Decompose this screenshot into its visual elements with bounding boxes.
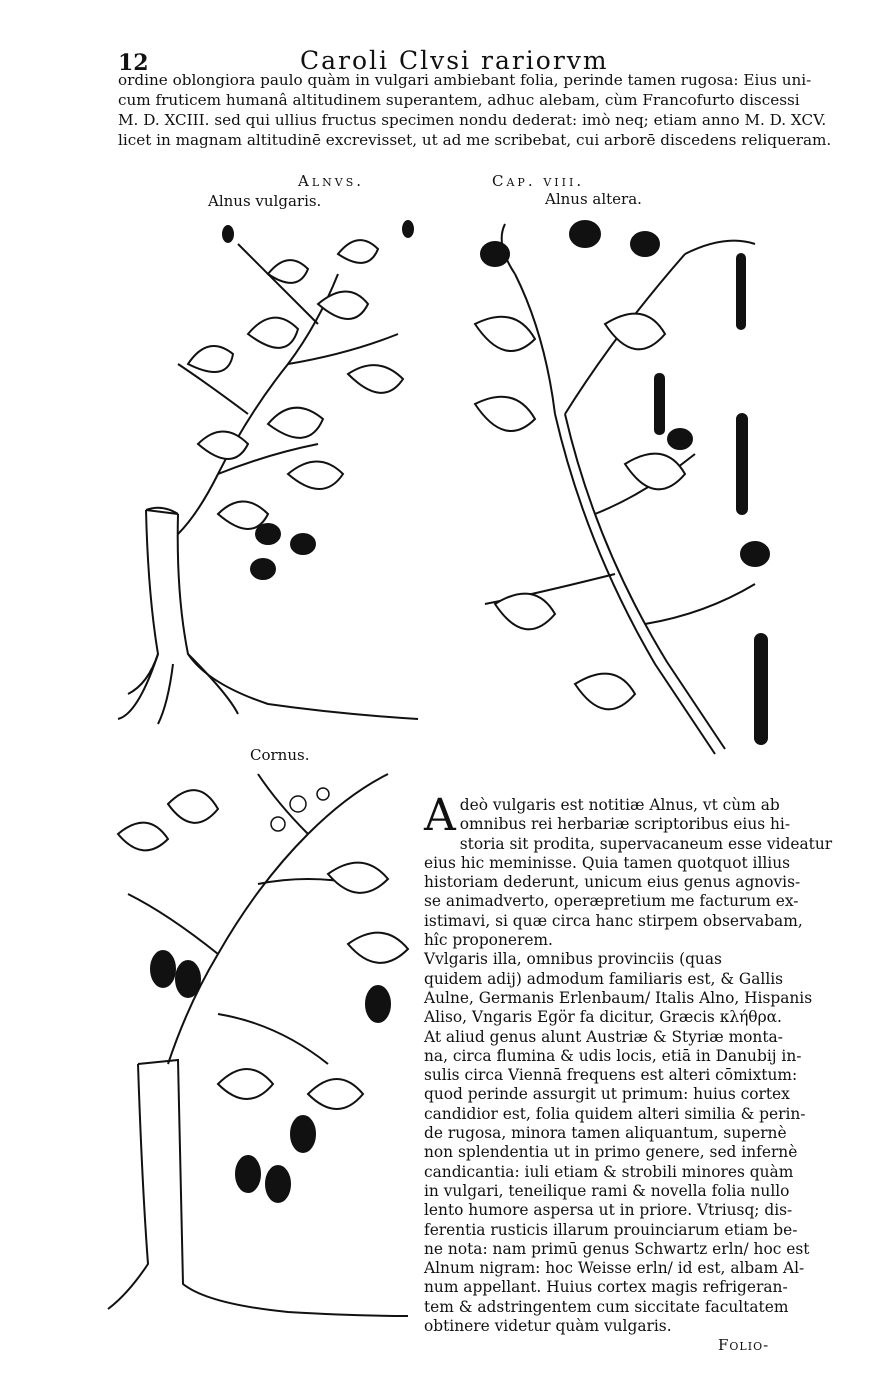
drop-cap: A: [424, 790, 456, 841]
text-line: non splendentia ut in primo genere, sed infernè: [424, 1143, 798, 1162]
text-line: in vulgari, teneilique rami & novella folia nullo: [424, 1181, 790, 1200]
intro-line: ordine oblongiora paulo quàm in vulgari ambiebant folia, perinde tamen rugosa: Eius uni-: [118, 71, 812, 89]
caption-alnus-vulgaris: Alnus vulgaris.: [208, 192, 322, 210]
text-line: num appellant. Huius cortex magis refrigeran-: [424, 1278, 788, 1297]
text-line: quod perinde assurgit ut primum: huius cortex: [424, 1085, 790, 1104]
catchword: Folio-: [718, 1336, 770, 1354]
text-line: omnibus rei herbariæ scriptoribus eius hi-: [459, 815, 791, 834]
caption-cornus: Cornus.: [250, 746, 310, 764]
chapter-name: Alnvs.: [298, 172, 365, 190]
cornus-illustration: [108, 764, 423, 1324]
text-line: obtinere videtur quàm vulgaris.: [424, 1317, 672, 1336]
text-line: sulis circa Viennā frequens est alteri cōmixtum:: [424, 1066, 798, 1085]
text-line: de rugosa, minora tamen aliquantum, supernè: [424, 1124, 787, 1143]
text-line: ne nota: nam primū genus Schwartz erln/ hoc est: [424, 1239, 810, 1258]
text-line: na, circa flumina & udis locis, etiā in Danubij in-: [424, 1046, 802, 1065]
text-line: eius hic meminisse. Quia tamen quotquot illius: [424, 853, 791, 872]
text-line: At aliud genus alunt Austriæ & Styriæ monta-: [424, 1027, 783, 1046]
text-line: candidior est, folia quidem alteri similia & perin-: [424, 1104, 806, 1123]
text-line: Vvlgaris illa, omnibus provinciis (quas: [424, 950, 722, 969]
alnus-description: [424, 790, 833, 1336]
text-line: istimavi, si quæ circa hanc stirpem observabam,: [424, 911, 803, 930]
intro-line: cum fruticem humanâ altitudinem superantem, adhuc alebam, cùm Francofurto discessi: [118, 91, 800, 109]
text-line: quidem adij) admodum familiaris est, & Gallis: [424, 969, 784, 988]
text-line: historiam dederunt, unicum eius genus agnovis-: [424, 873, 801, 892]
caption-alnus-altera: Alnus altera.: [545, 190, 642, 208]
text-line: tem & adstringentem cum siccitate facultatem: [424, 1297, 789, 1316]
page-number: 12: [118, 50, 149, 76]
text-line: storia sit prodita, supervacaneum esse videatur: [459, 834, 833, 853]
alnus-vulgaris-illustration: [118, 214, 448, 734]
chapter-number: Cap. viii.: [492, 172, 585, 190]
text-line: ferentia rusticis illarum prouinciarum etiam be-: [424, 1220, 798, 1239]
text-line: deò vulgaris est notitiæ Alnus, vt cùm ab: [459, 796, 780, 814]
intro-paragraph: [118, 70, 832, 150]
text-line: se animadverto, operæpretium me facturum ex-: [424, 892, 799, 911]
text-line: candicantia: iuli etiam & strobili minores quàm: [424, 1162, 794, 1181]
text-line: Alnum nigram: hoc Weisse erln/ id est, albam Al-: [424, 1259, 805, 1278]
intro-line: licet in magnam altitudinē excrevisset, ut ad me scribebat, cui arborē discedens reliqueram.: [118, 131, 832, 149]
text-line: hîc proponerem.: [424, 931, 553, 950]
running-title: Caroli Clvsi rariorvm: [300, 46, 609, 75]
text-line: lento humore aspersa ut in priore. Vtriusq; dis-: [424, 1201, 793, 1220]
alnus-altera-illustration: [455, 214, 790, 774]
text-line: Aulne, Germanis Erlenbaum/ Italis Alno, Hispanis: [424, 988, 813, 1007]
intro-line: M. D. XCIII. sed qui ullius fructus specimen nondu dederat: imò neq; etiam anno M. D. XCV.: [118, 111, 827, 129]
text-line: Aliso, Vngaris Egör fa dicitur, Græcis κλήθρα.: [424, 1008, 782, 1027]
